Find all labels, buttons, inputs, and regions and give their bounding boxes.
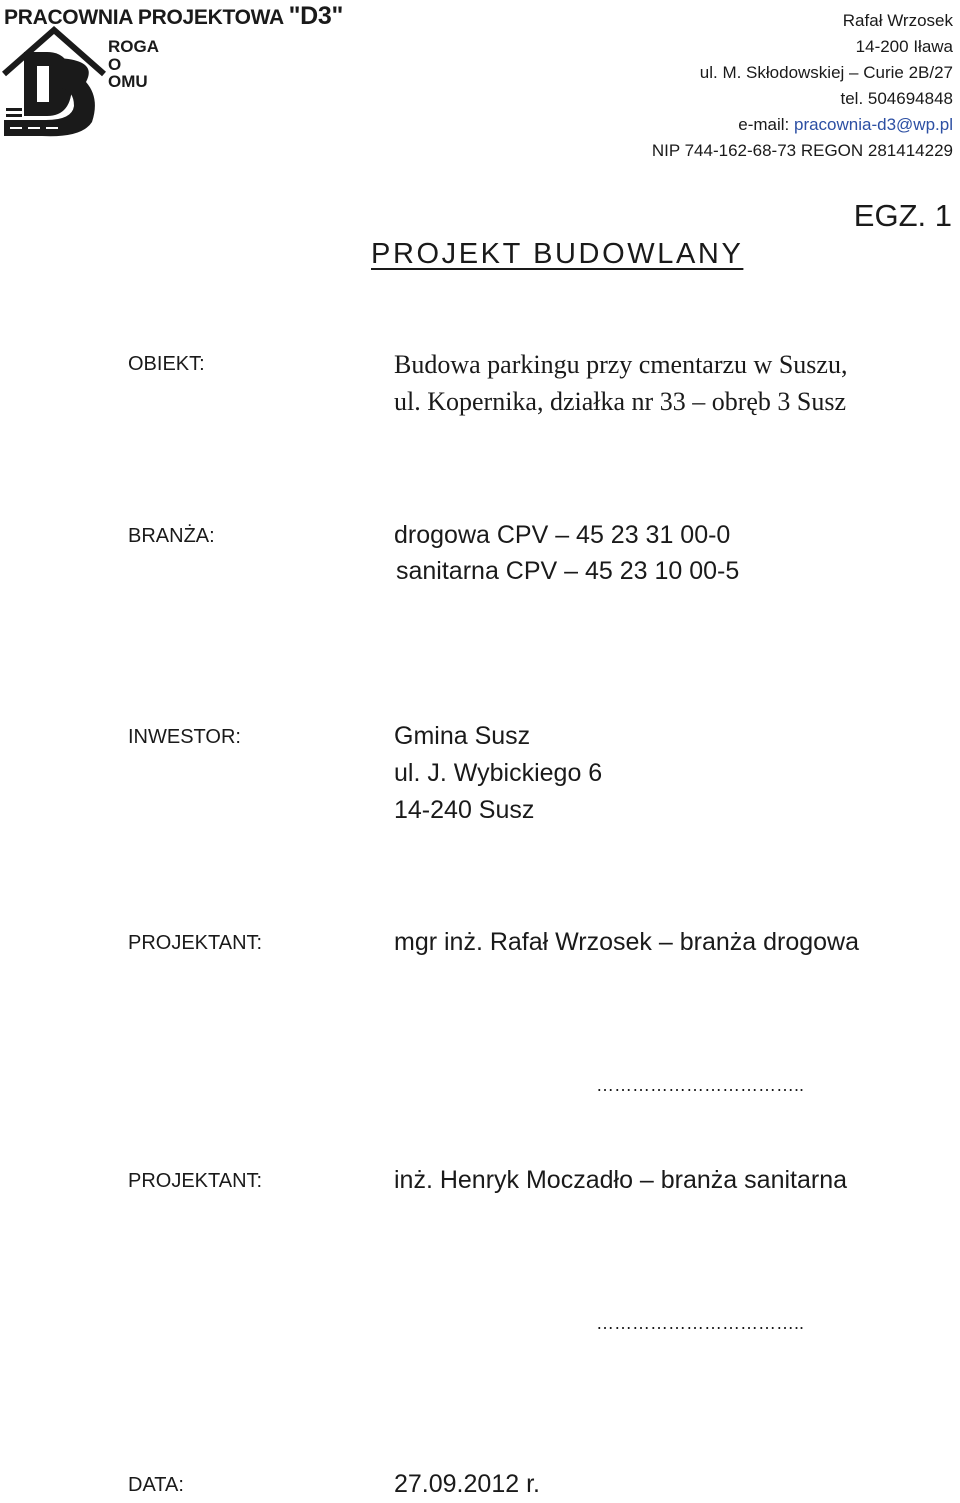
obiekt-line-2: ul. Kopernika, działka nr 33 – obręb 3 Susz — [394, 387, 847, 416]
projektant-1-signature-line: …………………………….. — [596, 1075, 805, 1095]
obiekt-line-1: Budowa parkingu przy cmentarzu w Suszu, — [394, 350, 848, 379]
inwestor-line-1: Gmina Susz — [394, 722, 531, 750]
projektant-2-value: inż. Henryk Moczadło – branża sanitarna — [394, 1166, 848, 1194]
contact-name: Rafał Wrzosek — [842, 11, 953, 30]
branza-line-1: drogowa CPV – 45 23 31 00-0 — [394, 521, 731, 549]
projektant-1-value: mgr inż. Rafał Wrzosek – branża drogowa — [394, 928, 860, 956]
branza-label: BRANŻA: — [128, 525, 215, 547]
data-value: 27.09.2012 r. — [394, 1470, 540, 1498]
logo-word-2: O — [108, 55, 122, 74]
inwestor-line-3: 14-240 Susz — [394, 796, 535, 824]
company-logo-icon — [2, 24, 114, 142]
projektant-1-label: PROJEKTANT: — [128, 932, 263, 954]
contact-phone: tel. 504694848 — [840, 89, 953, 108]
contact-block — [652, 8, 953, 164]
projektant-2-label: PROJEKTANT: — [128, 1170, 263, 1192]
document-title: PROJEKT BUDOWLANY — [371, 238, 744, 270]
obiekt-label: OBIEKT: — [128, 353, 205, 375]
copy-number: EGZ. 1 — [853, 198, 952, 233]
contact-email-link[interactable]: pracownia-d3@wp.pl — [793, 115, 953, 134]
company-title-text: PRACOWNIA PROJEKTOWA — [4, 6, 289, 29]
contact-city: 14-200 Iława — [855, 37, 953, 56]
contact-email-label: e-mail: — [738, 115, 794, 134]
projektant-2-signature-line: …………………………….. — [596, 1313, 805, 1333]
logo-word-1: ROGA — [108, 37, 159, 56]
contact-street: ul. M. Skłodowskiej – Curie 2B/27 — [699, 63, 953, 82]
logo-word-3: OMU — [108, 72, 148, 91]
data-label: DATA: — [128, 1474, 184, 1496]
inwestor-line-2: ul. J. Wybickiego 6 — [394, 759, 603, 787]
inwestor-label: INWESTOR: — [128, 726, 241, 748]
company-title-d3: "D3" — [288, 2, 344, 30]
contact-ids: NIP 744-162-68-73 REGON 281414229 — [651, 141, 953, 160]
branza-line-2: sanitarna CPV – 45 23 10 00-5 — [396, 557, 740, 585]
contact-email-line — [652, 112, 953, 138]
